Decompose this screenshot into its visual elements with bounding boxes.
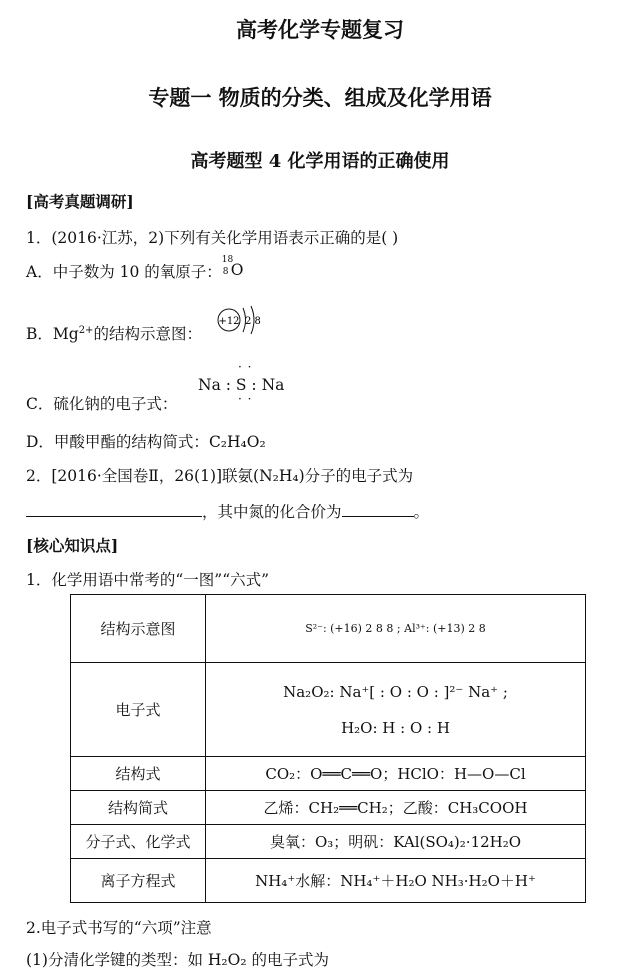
question-1-stem: 1．(2016·江苏，2)下列有关化学用语表示正确的是( ) — [26, 229, 399, 247]
question-2-end: 。 — [413, 503, 430, 521]
mass-number: 18 — [221, 255, 234, 265]
row-label: 分子式、化学式 — [71, 825, 206, 859]
option-b — [26, 322, 202, 344]
core-knowledge-header: [核心知识点] — [26, 536, 119, 555]
option-a — [26, 255, 244, 282]
na2s-electron-formula: Na : S : Na — [198, 376, 285, 394]
section-title: 高考题型 4 化学用语的正确使用 — [190, 151, 450, 172]
table-row — [71, 757, 586, 791]
atomic-number: 8 — [222, 267, 229, 277]
row-label: 结构简式 — [71, 791, 206, 825]
option-b-prefix: B．Mg — [26, 325, 79, 343]
point-1-title: 1．化学用语中常考的“一图”“六式” — [26, 571, 270, 589]
knowledge-table — [70, 594, 586, 903]
table-row — [71, 859, 586, 903]
option-b-text: 的结构示意图： — [93, 325, 202, 343]
question-2-stem: 2．[2016·全国卷Ⅱ，26(1)]联氨(N₂H₄)分子的电子式为 — [26, 467, 414, 485]
na2o2-electron-formula: Na₂O₂: Na⁺[ : O : O : ]²⁻ Na⁺ ; — [283, 682, 508, 701]
row-content: 臭氧：O₃；明矾：KAl(SO₄)₂·12H₂O — [206, 825, 586, 859]
option-a-text: A．中子数为 10 的氧原子： — [26, 263, 222, 281]
row-content: NH₄⁺水解：NH₄⁺＋H₂O NH₃·H₂O＋H⁺ — [206, 859, 586, 903]
electron-dots-bottom: · · — [238, 392, 253, 406]
row-label: 结构示意图 — [71, 595, 206, 663]
row-content: S²⁻: (+16) 2 8 8 ; Al³⁺: (+13) 2 8 — [206, 595, 586, 663]
option-c-label: C．硫化钠的电子式： — [26, 395, 178, 413]
isotope-notation — [221, 255, 244, 279]
electron-dots-top: · · — [238, 360, 253, 374]
answer-blank-2[interactable] — [342, 502, 414, 517]
mg-nucleus-label: +12 — [218, 316, 240, 327]
point-2-title: 2.电子式书写的“六项”注意 — [26, 919, 212, 937]
question-2-text: ，其中氮的化合价为 — [202, 503, 342, 521]
mg-shell-electrons: 2 8 — [245, 316, 261, 327]
row-content: CO₂：O══C══O；HClO：H—O—Cl — [206, 757, 586, 791]
element-symbol: O — [230, 261, 244, 279]
page-title: 高考化学专题复习 — [236, 17, 404, 42]
row-label: 电子式 — [71, 663, 206, 757]
question-2-blanks — [26, 500, 429, 522]
page-subtitle: 专题一 物质的分类、组成及化学用语 — [148, 85, 492, 110]
answer-blank-1[interactable] — [26, 502, 202, 517]
row-label: 离子方程式 — [71, 859, 206, 903]
table-row — [71, 791, 586, 825]
option-d-text: D．甲酸甲酯的结构简式： — [26, 433, 209, 451]
table-row — [71, 595, 586, 663]
option-d-formula: C₂H₄O₂ — [208, 433, 266, 451]
row-label: 结构式 — [71, 757, 206, 791]
table-row — [71, 663, 586, 757]
point-2-1: (1)分清化学键的类型：如 H₂O₂ 的电子式为 — [26, 951, 329, 969]
table-row — [71, 825, 586, 859]
option-d — [26, 430, 266, 452]
row-content — [206, 663, 586, 757]
option-b-charge: 2+ — [78, 324, 94, 336]
mg-ion-structure-diagram — [214, 302, 274, 342]
h2o-electron-formula: H₂O: H : O : H — [341, 718, 450, 737]
real-exam-header: [高考真题调研] — [26, 192, 134, 211]
row-content: 乙烯：CH₂══CH₂；乙酸：CH₃COOH — [206, 791, 586, 825]
